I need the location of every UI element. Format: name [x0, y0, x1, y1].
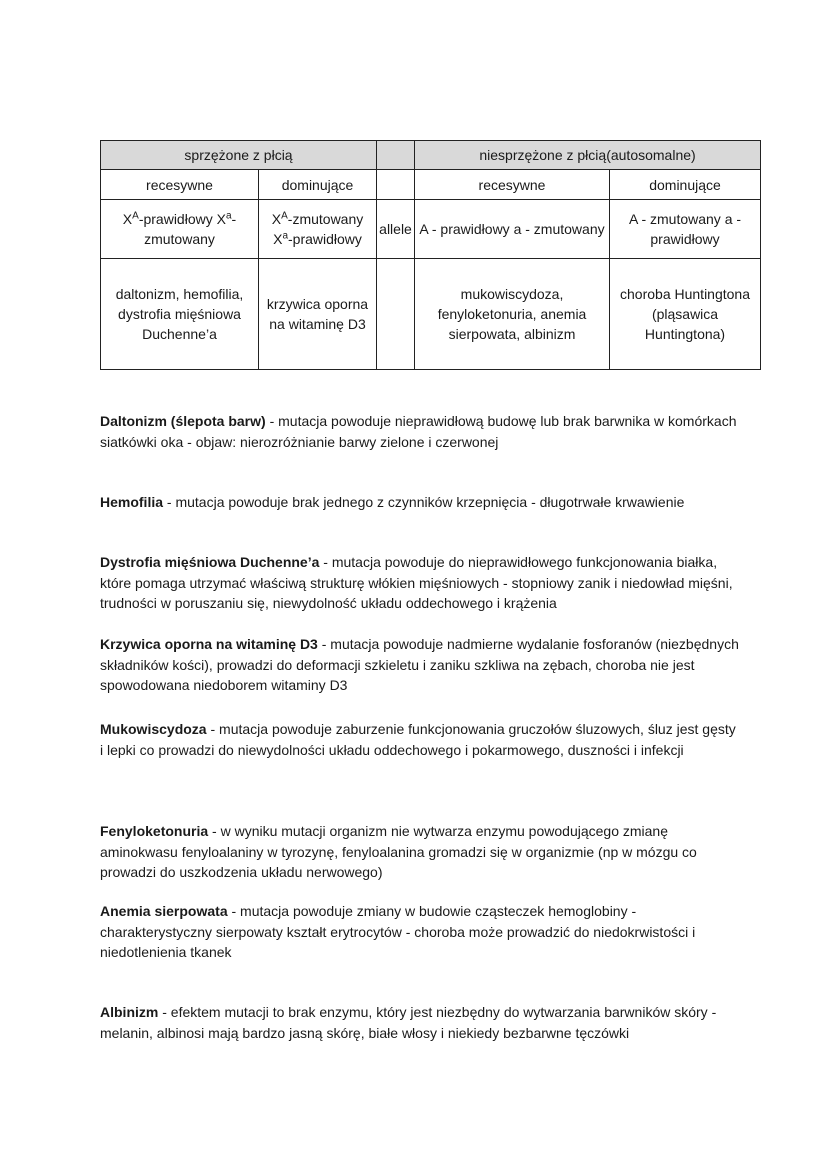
allele-autosomal-recessive: A - prawidłowy a - zmutowany [415, 200, 610, 259]
paragraph-term: Daltonizm (ślepota barw) [100, 413, 266, 429]
paragraph-text: - mutacja powoduje brak jednego z czynników krzepnięcia - długotrwałe krwawienie [163, 494, 685, 510]
paragraph-text: - w wyniku mutacji organizm nie wytwarza enzymu powodującego zmianę aminokwasu fenyloalaniny w tyrozynę, fenyloalanina gromadzi się w organizmie (np w mózgu co prowadzi do uszkodzenia układu nerwowego) [100, 823, 697, 880]
table-allele-row [101, 200, 761, 259]
allele-autosomal-dominant: A - zmutowany a - prawidłowy [610, 200, 761, 259]
paragraph-term: Mukowiscydoza [100, 721, 207, 737]
paragraph-daltonism [100, 411, 740, 452]
paragraph-duchenne [100, 552, 740, 614]
subheader-sex-linked-recessive: recesywne [101, 170, 259, 200]
paragraph-term: Krzywica oporna na witaminę D3 [100, 636, 318, 652]
subheader-autosomal-dominant: dominujące [610, 170, 761, 200]
paragraph-text: - mutacja powoduje do nieprawidłowego funkcjonowania białka, które pomaga utrzymać właściwą strukturę włókien mięśniowych - stopniowy zanik i niedowład mięśni, trudności w poruszaniu się, niewydolność układu oddechowego i krążenia [100, 554, 733, 611]
header-autosomal: niesprzężone z płcią(autosomalne) [415, 141, 761, 170]
header-empty [377, 141, 415, 170]
allele-sex-linked-dominant: $X^A$-zmutowany $X^a$-prawidłowy [259, 200, 377, 259]
subheader-sex-linked-dominant: dominujące [259, 170, 377, 200]
subheader-empty [377, 170, 415, 200]
paragraph-text: - mutacja powoduje nadmierne wydalanie fosforanów (niezbędnych składników kości), prowadzi do deformacji szkieletu i zaniku szkliwa na zębach, choroba nie jest spowodowana niedoborem witaminy D3 [100, 636, 739, 693]
paragraph-term: Albinizm [100, 1004, 159, 1020]
paragraph-term: Fenyloketonuria [100, 823, 209, 839]
disease-sex-linked-recessive: daltonizm, hemofilia, dystrofia mięśniowa Duchenne’a [101, 259, 259, 370]
paragraph-text: - mutacja powoduje zaburzenie funkcjonowania gruczołów śluzowych, śluz jest gęsty i lepki co prowadzi do niewydolności układu oddechowego i pokarmowego, duszności i infekcji [100, 721, 736, 758]
paragraph-text: - mutacja powoduje zmiany w budowie cząsteczek hemoglobiny - charakterystyczny sierpowaty kształt erytrocytów - choroba może prowadzić do niedokrwistości i niedotlenienia tkanek [100, 903, 696, 960]
table-subheader-row [101, 170, 761, 200]
table-disease-row [101, 259, 761, 370]
paragraph-sickle-cell [100, 901, 740, 963]
disease-autosomal-recessive: mukowiscydoza, fenyloketonuria, anemia sierpowata, albinizm [415, 259, 610, 370]
paragraph-hemophilia [100, 492, 740, 513]
paragraph-term: Dystrofia mięśniowa Duchenne’a [100, 554, 320, 570]
paragraph-albinism [100, 1002, 740, 1043]
paragraph-phenylketonuria [100, 821, 740, 883]
paragraph-term: Anemia sierpowata [100, 903, 228, 919]
paragraph-text: - efektem mutacji to brak enzymu, który jest niezbędny do wytwarzania barwników skóry - melanin, albinosi mają bardzo jasną skórę, białe włosy i niekiedy bezbarwne tęczówki [100, 1004, 717, 1041]
subheader-autosomal-recessive: recesywne [415, 170, 610, 200]
paragraph-rickets [100, 634, 740, 696]
allele-sex-linked-recessive: $X^A$-prawidłowy $X^a-$ zmutowany [101, 200, 259, 259]
allele-label: allele [377, 200, 415, 259]
paragraph-cystic-fibrosis [100, 719, 740, 760]
paragraph-text: - mutacja powoduje nieprawidłową budowę lub brak barwnika w komórkach siatkówki oka - objaw: nierozróżnianie barwy zielone i czerwonej [100, 413, 737, 450]
table-header-row [101, 141, 761, 170]
disease-autosomal-dominant: choroba Huntingtona (pląsawica Huntingtona) [610, 259, 761, 370]
header-sex-linked: sprzężone z płcią [101, 141, 377, 170]
inheritance-table [100, 140, 761, 370]
paragraph-term: Hemofilia [100, 494, 164, 510]
disease-sex-linked-dominant: krzywica oporna na witaminę D3 [259, 259, 377, 370]
disease-empty [377, 259, 415, 370]
